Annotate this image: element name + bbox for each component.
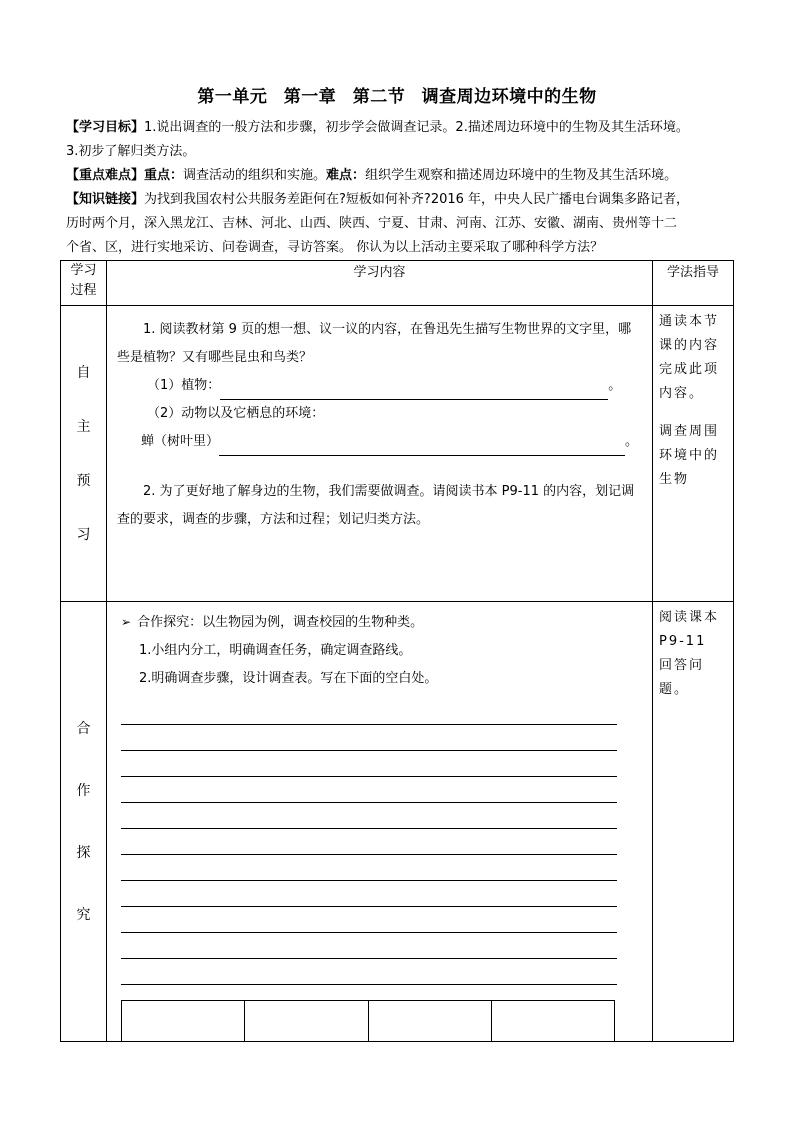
example-answer: 蝉（树叶里）: [141, 434, 220, 449]
period: 。: [625, 434, 639, 449]
stage-char: 合: [76, 720, 91, 737]
stage-self-study: [61, 306, 107, 602]
header-process-line1: 学习: [70, 263, 97, 278]
stage-char: 探: [76, 844, 91, 861]
survey-table-row: [122, 1001, 615, 1042]
knowledge-link: [66, 188, 736, 212]
animals-answer-line[interactable]: [219, 439, 625, 456]
writing-line[interactable]: [121, 699, 617, 725]
stage-char: 自: [76, 364, 91, 381]
title-chapter: 第一章: [283, 87, 337, 107]
writing-line[interactable]: [121, 751, 617, 777]
keypoints: [66, 164, 736, 188]
intro-section: [66, 116, 736, 260]
header-guide: 学法指导: [653, 261, 734, 306]
period: 。: [608, 378, 622, 393]
objectives: [66, 116, 736, 140]
cooperation-row: [61, 602, 734, 1042]
guide-text-1: 通读本节课的内容完成此项内容。: [659, 314, 720, 401]
link-label: 【知识链接】: [66, 192, 145, 207]
writing-area[interactable]: [117, 699, 642, 985]
plants-label[interactable]: （1）植物：: [147, 378, 221, 393]
self-study-row: [61, 306, 734, 602]
difficult-text: 组织学生观察和描述周边环境中的生物及其生活环境。: [365, 168, 678, 183]
stage-char: 预: [76, 472, 91, 489]
writing-line[interactable]: [121, 933, 617, 959]
header-process: [61, 261, 107, 306]
question-2: 2. 为了更好地了解身边的生物，我们需要做调查。请阅读书本 P9-11 的内容，划记调查的要求，调查的步骤，方法和过程；划记归类方法。: [117, 484, 635, 527]
key-label: 重点：: [144, 168, 184, 183]
arrow-bullet-icon: ➢: [121, 615, 132, 629]
objectives-label: 【学习目标】: [66, 120, 145, 135]
key-text: 调查活动的组织和实施。: [183, 168, 327, 183]
writing-line[interactable]: [121, 803, 617, 829]
writing-line[interactable]: [121, 777, 617, 803]
task-text: 合作探究：以生物园为例，调查校园的生物种类。: [137, 615, 424, 630]
header-content: 学习内容: [107, 261, 653, 306]
self-study-content: [107, 306, 653, 602]
keypoints-label: 【重点难点】: [66, 168, 145, 183]
step-1: 1.小组内分工，明确调查任务，确定调查路线。: [139, 643, 412, 658]
guide-text-2: 调查周围环境中的生物: [659, 424, 720, 487]
link-line2: 历时两个月，深入黑龙江、吉林、河北、山西、陕西、宁夏、甘肃、河南、江苏、安徽、湖南、贵州等十二: [66, 216, 678, 231]
step-2: 2.明确调查步骤，设计调查表。写在下面的空白处。: [139, 671, 438, 686]
stage-cooperation: [61, 602, 107, 1042]
plants-answer-line[interactable]: [220, 383, 608, 400]
writing-line[interactable]: [121, 725, 617, 751]
page-title: [0, 82, 794, 107]
objectives-line1: 1.说出调查的一般方法和步骤，初步学会做调查记录。2.描述周边环境中的生物及其生活环境。: [144, 120, 689, 135]
writing-line[interactable]: [121, 881, 617, 907]
writing-line[interactable]: [121, 829, 617, 855]
title-topic: 调查周边环境中的生物: [421, 87, 597, 107]
writing-line[interactable]: [121, 855, 617, 881]
cooperation-task: [117, 608, 642, 637]
animals-line: [117, 428, 642, 456]
link-line1: 为找到我国农村公共服务差距何在?短板如何补齐?2016 年，中央人民广播电台调集多路记者，: [144, 192, 690, 207]
objectives-line2: 3.初步了解归类方法。: [66, 144, 196, 159]
survey-table: [121, 1000, 615, 1042]
link-line3: 个省、区，进行实地采访、问卷调查，寻访答案。 你认为以上活动主要采取了哪种科学方法？: [66, 240, 604, 255]
plants-line: [117, 372, 642, 400]
title-section: 第二节: [352, 87, 406, 107]
survey-cell[interactable]: [122, 1001, 245, 1042]
survey-cell[interactable]: [368, 1001, 491, 1042]
header-process-line2: 过程: [70, 283, 97, 298]
guide-text-3: 阅读课本 P9-11 回答问题。: [659, 610, 720, 697]
stage-char: 究: [76, 906, 91, 923]
difficult-label: 难点：: [326, 168, 366, 183]
question-1: 1. 阅读教材第 9 页的想一想、议一议的内容，在鲁迅先生描写生物世界的文字里，哪些是植物？又有哪些昆虫和鸟类？: [117, 322, 632, 365]
stage-char: 作: [76, 782, 91, 799]
survey-cell[interactable]: [245, 1001, 368, 1042]
stage-char: 习: [76, 526, 91, 543]
animals-label: （2）动物以及它栖息的环境：: [147, 406, 325, 421]
writing-line[interactable]: [121, 907, 617, 933]
study-table: [60, 260, 734, 1042]
cooperation-content: [107, 602, 653, 1042]
cooperation-guide: [653, 602, 734, 1042]
title-unit: 第一单元: [197, 87, 268, 107]
writing-line[interactable]: [121, 959, 617, 985]
self-study-guide: [653, 306, 734, 602]
survey-cell[interactable]: [491, 1001, 614, 1042]
stage-char: 主: [76, 418, 91, 435]
table-header-row: [61, 261, 734, 306]
